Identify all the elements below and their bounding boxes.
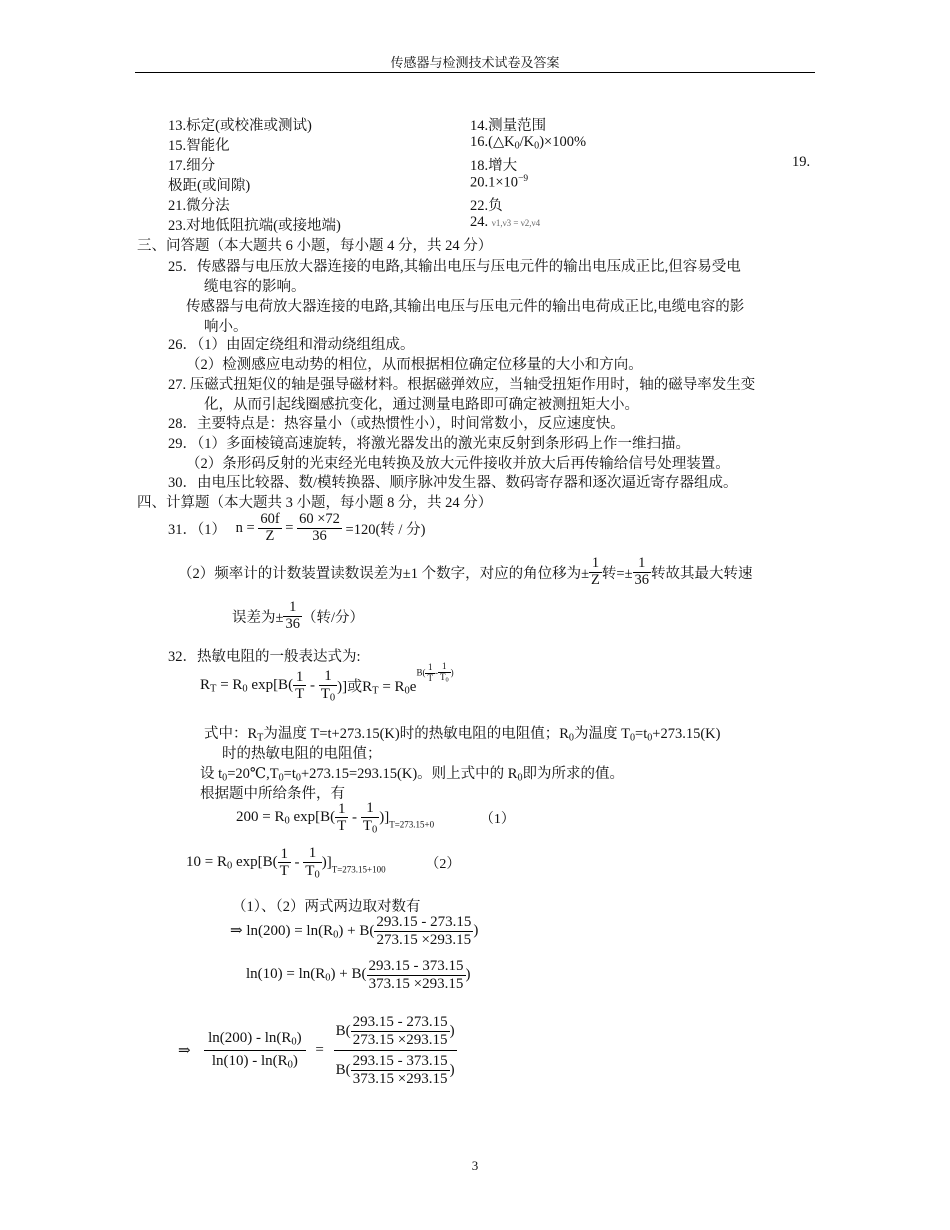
q25-line2: 缆电容的影响。 bbox=[204, 279, 306, 295]
equation-1-subscript: T=273.15+0 bbox=[389, 819, 435, 830]
ln1-den: 273.15 ×293.15 bbox=[376, 931, 472, 948]
answer-24-number: 24. bbox=[470, 214, 489, 230]
q31-frac2-num: 60 ×72 bbox=[299, 511, 340, 527]
answer-16: $16.(\triangle K_0/K_0)\times 100\%$ bbox=[470, 134, 587, 152]
q32-general-formula: $R_T = R_0$ exp[B( $\frac{1}{T}$ - $\frac{1}{T_0}$ )]或$R_T = R_0eB$( $\frac{1}{T}$ - $\frac{1}{T_0}$ ) bbox=[200, 661, 454, 704]
answer-19: 极距(或间隙) bbox=[168, 178, 251, 194]
ln2-num: 293.15 - 373.15 bbox=[368, 958, 464, 974]
answer-13: 13.标定(或校准或测试) bbox=[168, 118, 312, 134]
q32-definition-line2: 时的热敏电阻的电阻值； bbox=[222, 746, 382, 762]
q31b-frac1-den: Z bbox=[591, 571, 600, 588]
q31-fraction-1 bbox=[258, 512, 281, 545]
answer-20-exponent: −9 bbox=[518, 174, 529, 184]
q32-definition-line1: 式中：$R_T$为温度 T=t+273.15(K)时的热敏电阻的电阻值；$R_0$为温度 $T_0=t_0+273.15(K)$ bbox=[204, 726, 721, 744]
equation-1: $200 = R_0$ exp[B( $\frac{1}{T}$ - $\frac{1}{T_0}$ )]$_{T=273.15+0}$ （1） bbox=[236, 800, 515, 836]
q31b-text1: （2）频率计的计数装置读数误差为±1 个数字，对应的角位移为± bbox=[178, 565, 590, 582]
q29-line1: 29．（1）多面棱镜高速旋转，将激光器发出的激光束反射到条形码上作一维扫描。 bbox=[168, 436, 690, 452]
q31-part3 bbox=[232, 600, 364, 633]
ln-equation-1: ⇒ $\ln(200) = \ln(R_0) + B$( $\frac{293.15 - 273.15}{273.15 \times 293.15}$ ) bbox=[230, 914, 479, 948]
answer-15: 15.智能化 bbox=[168, 138, 230, 154]
q27-line1: 27. 压磁式扭矩仪的轴是强导磁材料。根据磁弹效应，当轴受扭矩作用时，轴的磁导率发生变 bbox=[168, 377, 756, 393]
q31c-text1: 误差为± bbox=[232, 609, 284, 626]
q31-formula bbox=[168, 512, 425, 545]
answer-20-base: 20.1×10 bbox=[470, 174, 519, 191]
answer-19-number: 19. bbox=[792, 154, 811, 170]
answer-14: 14.测量范围 bbox=[470, 118, 547, 134]
ln-equation-2: $\ln(10) = \ln(R_0) + B$( $\frac{293.15 - 373.15}{373.15 \times 293.15}$ ) bbox=[246, 958, 471, 992]
q31c-frac-num: 1 bbox=[283, 600, 302, 617]
page-header-title: 传感器与检测技术试卷及答案 bbox=[390, 55, 560, 70]
q32-log-text: （1）、（2）两式两边取对数有 bbox=[232, 899, 421, 915]
equation-1-tag: （1） bbox=[479, 811, 515, 827]
q31b-frac2-den: 36 bbox=[634, 571, 650, 588]
answer-21: 21.微分法 bbox=[168, 198, 230, 214]
ln2-den: 373.15 ×293.15 bbox=[368, 975, 464, 992]
q31b-frac1-num: 1 bbox=[589, 556, 602, 573]
answer-22: 22.负 bbox=[470, 198, 503, 214]
q31-n: n = bbox=[235, 519, 255, 536]
q31c-frac-den: 36 bbox=[285, 615, 300, 632]
answer-24-value: ν1,ν3 = ν2,ν4 bbox=[491, 218, 541, 228]
ln1-num: 293.15 - 273.15 bbox=[376, 914, 472, 930]
answer-18: 18.增大 bbox=[470, 158, 518, 174]
answer-24 bbox=[470, 214, 540, 231]
q31b-fraction-2 bbox=[633, 556, 652, 589]
q31-part2 bbox=[178, 556, 753, 589]
ratio-equation: ⇒ $\frac{\ln(200) - \ln(R_0)}{\ln(10) - \ln(R_0)}$ = B( $\frac{293.15 - 273.15}{273.15 \times 293.15}$ ) B( $\frac{293.15 - 373.15}{373.15 \times 293.15}$ ) bbox=[178, 1014, 455, 1087]
equation-2-tag: （2） bbox=[425, 856, 461, 872]
equation-2-subscript: T=273.15+100 bbox=[331, 864, 386, 875]
q31-frac2-den: 36 bbox=[312, 527, 327, 544]
answer-20 bbox=[470, 174, 528, 192]
q29-line2: （2）条形码反射的光束经光电转换及放大元件接收并放大后再传输给信号处理装置。 bbox=[186, 456, 730, 472]
header-rule bbox=[135, 72, 815, 73]
q30: 30．由电压比较器、数/模转换器、顺序脉冲发生器、数码寄存器和逐次逼近寄存器组成。 bbox=[168, 475, 738, 491]
q32-condition: 根据题中所给条件，有 bbox=[200, 786, 345, 802]
q31-frac1-den: Z bbox=[265, 527, 275, 544]
section-3-title: 三、问答题（本大题共 6 小题，每小题 4 分，共 24 分） bbox=[137, 238, 493, 254]
q31b-fraction-1 bbox=[589, 556, 602, 589]
q31-result: =120(转 / 分) bbox=[345, 521, 426, 538]
q31b-text3: 转故其最大转速 bbox=[651, 565, 753, 582]
answer-23: 23.对地低阻抗端(或接地端) bbox=[168, 218, 341, 234]
q31-label: 31．（1） bbox=[168, 521, 226, 538]
q31b-text2: 转=± bbox=[601, 565, 633, 582]
q25-line3: 传感器与电荷放大器连接的电路,其输出电压与压电元件的输出电荷成正比,电缆电容的影 bbox=[186, 299, 745, 315]
q31-equals: = bbox=[285, 519, 294, 536]
q31-frac1-num: 60f bbox=[260, 511, 280, 527]
q25-line1: 25．传感器与电压放大器连接的电路,其输出电压与压电元件的输出电压成正比,但容易受电 bbox=[168, 259, 741, 275]
q31-fraction-2 bbox=[297, 512, 342, 545]
answer-17: 17.细分 bbox=[168, 158, 216, 174]
q26-line1: 26．（1）由固定绕组和滑动绕组组成。 bbox=[168, 337, 415, 353]
page-number: 3 bbox=[471, 1158, 479, 1173]
q32-title: 32．热敏电阻的一般表达式为: bbox=[168, 649, 361, 665]
q31b-frac2-num: 1 bbox=[633, 556, 652, 573]
equation-2: $10 = R_0$ exp[B( $\frac{1}{T}$ - $\frac{1}{T_0}$ )]$_{T=273.15+100}$ （2） bbox=[186, 845, 461, 881]
q27-line2: 化，从而引起线圈感抗变化，通过测量电路即可确定被测扭矩大小。 bbox=[204, 397, 639, 413]
section-4-title: 四、计算题（本大题共 3 小题，每小题 8 分，共 24 分） bbox=[137, 495, 493, 511]
q31c-fraction bbox=[283, 600, 302, 633]
q25-line4: 响小。 bbox=[204, 319, 248, 335]
q32-setting: 设 $t_0=20℃,T_0=t_0+273.15=293.15(K)$。则上式中的 $R_0$即为所求的值。 bbox=[200, 766, 625, 784]
q26-line2: （2）检测感应电动势的相位，从而根据相位确定位移量的大小和方向。 bbox=[186, 357, 643, 373]
q28: 28．主要特点是：热容量小（或热惯性小），时间常数小，反应速度快。 bbox=[168, 416, 625, 432]
q31c-text2: （转/分） bbox=[301, 609, 364, 626]
